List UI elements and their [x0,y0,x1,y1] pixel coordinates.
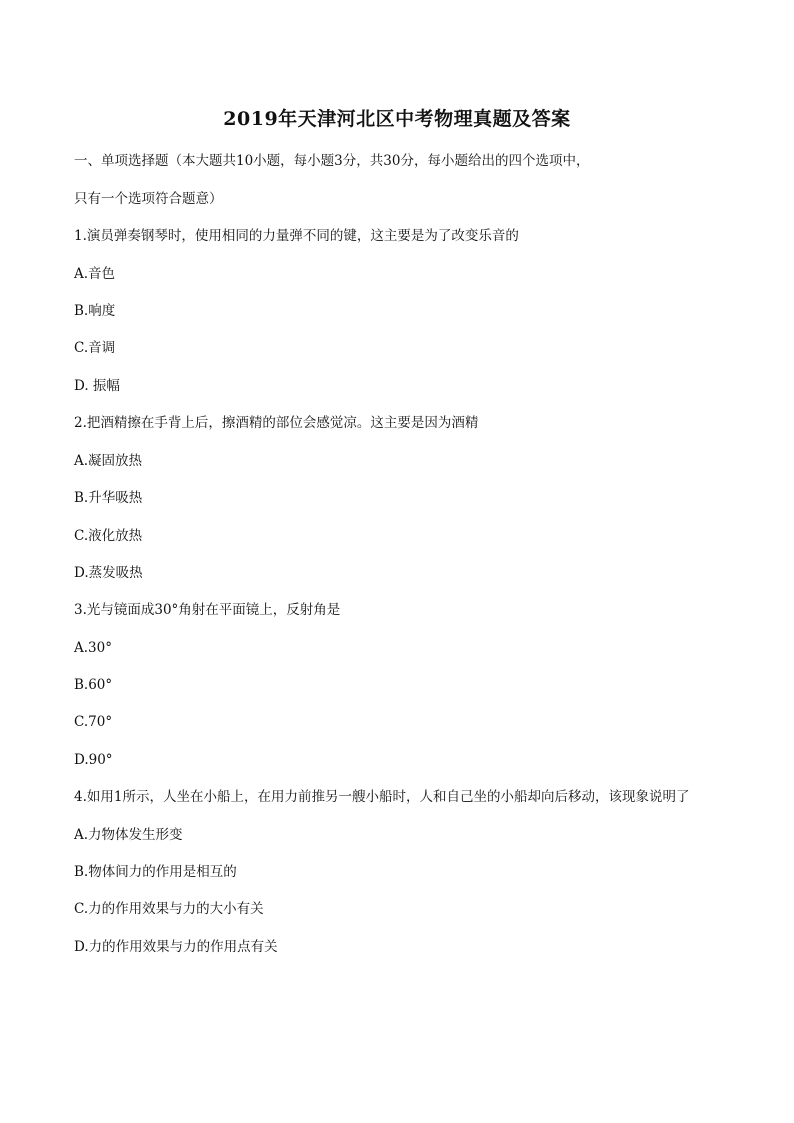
question-2-stem: 2.把酒精擦在手背上后，擦酒精的部位会感觉凉。这主要是因为酒精 [74,415,479,431]
question-3-option-b: B.60° [74,677,113,693]
question-1-option-a: A.音色 [74,266,116,282]
question-1-option-b: B.响度 [74,303,116,319]
question-3-option-c: C.70° [74,714,113,730]
question-4-option-d: D.力的作用效果与力的作用点有关 [74,939,278,955]
question-2-option-c: C.液化放热 [74,528,143,544]
question-2-option-d: D.蒸发吸热 [74,565,143,581]
question-2-option-b: B.升华吸热 [74,490,143,506]
question-4-option-a: A.力物体发生形变 [74,827,183,843]
section-heading-line-1: 一、单项选择题（本大题共10小题，每小题3分，共30分，每小题给出的四个选项中， [74,153,590,169]
question-3-option-a: A.30° [74,640,112,656]
section-heading-line-2: 只有一个选项符合题意） [74,191,223,207]
question-1-option-d: D. 振幅 [74,378,120,394]
question-4-option-c: C.力的作用效果与力的大小有关 [74,901,264,917]
question-1-stem: 1.演员弹奏钢琴时，使用相同的力量弹不同的键，这主要是为了改变乐音的 [74,228,519,244]
question-2-option-a: A.凝固放热 [74,453,143,469]
question-4-stem: 4.如用1所示，人坐在小船上，在用力前推另一艘小船时，人和自己坐的小船却向后移动，该现象说明了 [74,789,690,805]
question-4-option-b: B.物体间力的作用是相互的 [74,864,237,880]
question-1-option-c: C.音调 [74,340,116,356]
question-3-option-d: D.90° [74,752,113,768]
question-3-stem: 3.光与镜面成30°角射在平面镜上，反射角是 [74,602,341,618]
page-title: 2019年天津河北区中考物理真题及答案 [223,108,571,130]
